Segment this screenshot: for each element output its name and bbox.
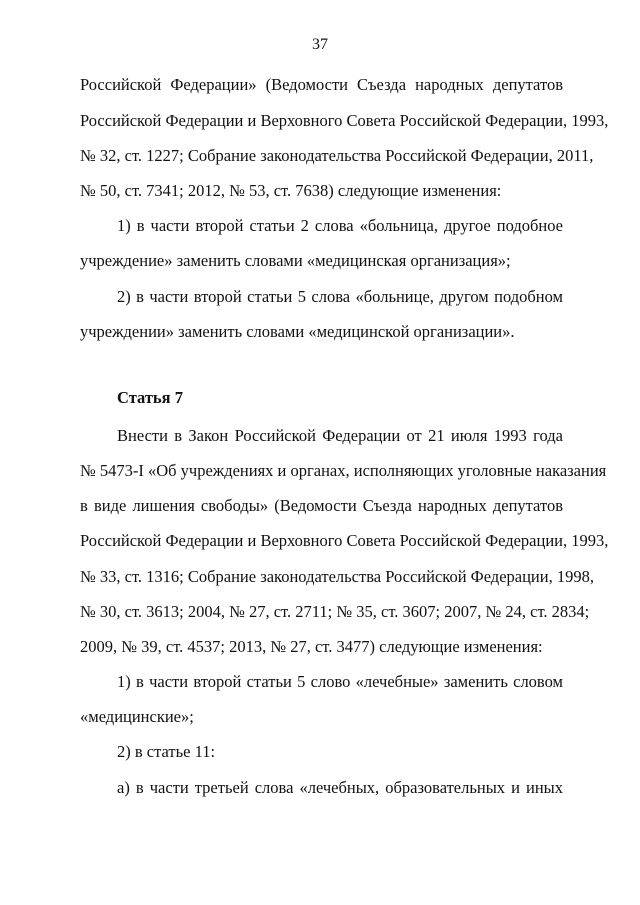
text-line: учреждении» заменить словами «медицинской организации».	[80, 322, 515, 341]
text-line: Российской Федерации» (Ведомости Съезда народных депутатов	[80, 75, 563, 94]
text-line: 2) в части второй статьи 5 слова «больнице, другом подобном	[117, 287, 563, 306]
text-line: учреждение» заменить словами «медицинская организация»;	[80, 251, 511, 270]
text-line: 1) в части второй статьи 5 слово «лечебные» заменить словом	[117, 672, 563, 691]
text-line: Российской Федерации и Верховного Совета Российской Федерации, 1993,	[80, 531, 609, 550]
article-heading: Статья 7	[117, 388, 183, 407]
text-line: а) в части третьей слова «лечебных, образовательных и иных	[117, 778, 563, 797]
text-line: Российской Федерации и Верховного Совета Российской Федерации, 1993,	[80, 111, 609, 130]
text-line: 2009, № 39, ст. 4537; 2013, № 27, ст. 3477) следующие изменения:	[80, 637, 543, 656]
text-line: № 5473-I «Об учреждениях и органах, исполняющих уголовные наказания	[80, 461, 607, 480]
page-number: 37	[312, 36, 328, 53]
text-line: 1) в части второй статьи 2 слова «больница, другое подобное	[117, 216, 563, 235]
text-line: № 33, ст. 1316; Собрание законодательства Российской Федерации, 1998,	[80, 567, 594, 586]
text-line: № 50, ст. 7341; 2012, № 53, ст. 7638) следующие изменения:	[80, 181, 502, 200]
text-line: в виде лишения свободы» (Ведомости Съезда народных депутатов	[80, 496, 563, 515]
text-line: «медицинские»;	[80, 707, 194, 726]
text-line: № 32, ст. 1227; Собрание законодательства Российской Федерации, 2011,	[80, 146, 594, 165]
text-line: Внести в Закон Российской Федерации от 21 июля 1993 года	[117, 426, 563, 445]
text-line: № 30, ст. 3613; 2004, № 27, ст. 2711; № 35, ст. 3607; 2007, № 24, ст. 2834;	[80, 602, 590, 621]
text-line: 2) в статье 11:	[117, 742, 216, 761]
